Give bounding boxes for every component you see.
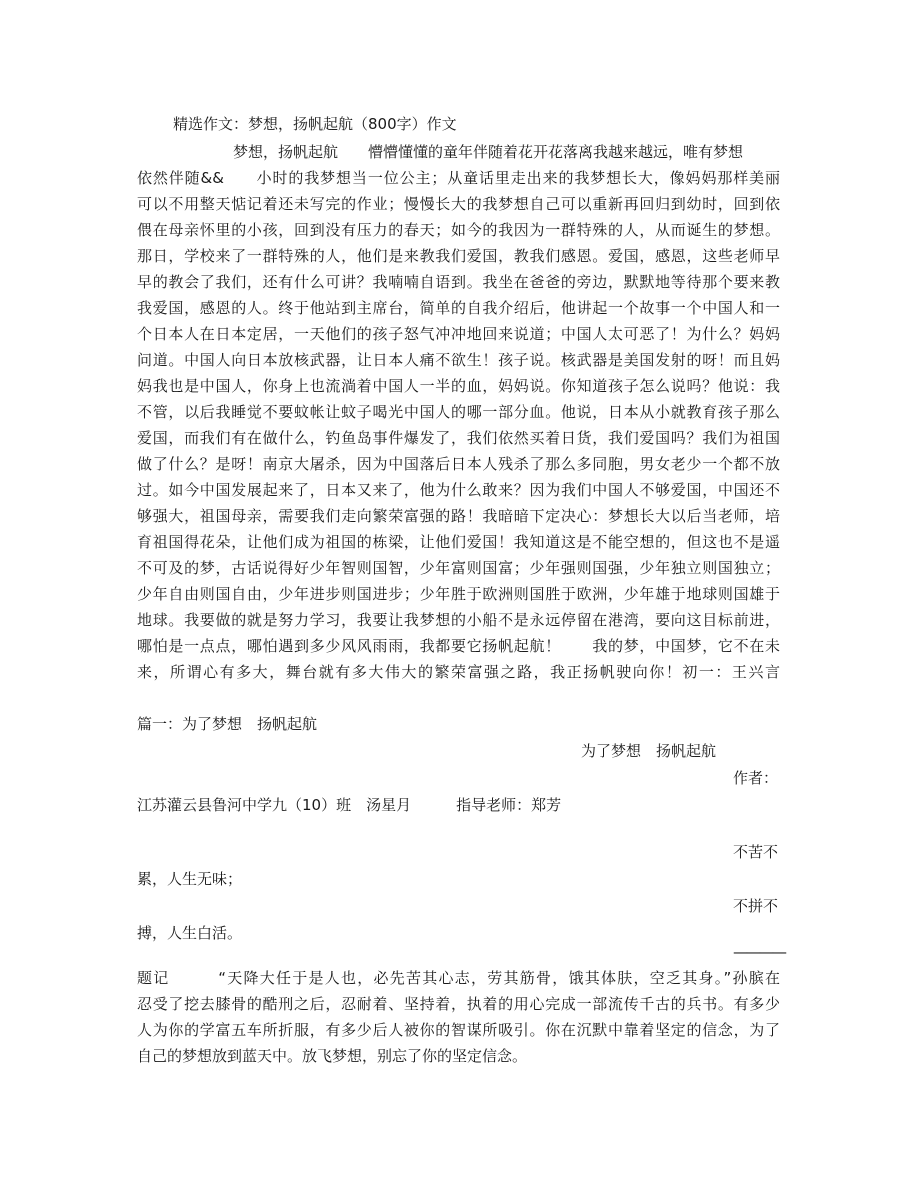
essay1-line: 偎在母亲怀里的小孩，回到没有压力的春天；如今的我因为一群特殊的人，从而诞生的梦想。: [137, 221, 780, 239]
essay2-body-line: 忍受了挖去膝骨的酷刑之后，忍耐着、坚持着，执着的用心完成一部流传千古的兵书。有多少: [137, 995, 780, 1013]
essay1-line: 问道。中国人向日本放核武器，让日本人痛不欲生！孩子说。核武器是美国发射的呀！而且妈: [137, 351, 780, 369]
essay2-title: 为了梦想 扬帆起航: [581, 742, 717, 760]
essay1-line: 我爱国，感恩的人。终于他站到主席台，简单的自我介绍后，他讲起一个故事一个中国人和一: [137, 299, 780, 317]
essay1-line: 个日本人在日本定居，一天他们的孩子怒气冲冲地回来说道；中国人太可恶了！为什么？妈妈: [137, 325, 780, 343]
essay2-body-line: 自己的梦想放到蓝天中。放飞梦想，别忘了你的坚定信念。: [137, 1047, 528, 1065]
motto2-start: 不拼不: [733, 897, 779, 915]
essay1-line: 少年自由则国自由，少年进步则国进步；少年胜于欧洲则国胜于欧洲，少年雄于地球则国雄于: [137, 585, 780, 603]
essay1-line: 早的教会了我们，还有什么可讲？我喃喃自语到。我坐在爸爸的旁边，默默地等待那个要来教: [137, 273, 780, 291]
essay1-line: 可以不用整天惦记着还未写完的作业；慢慢长大的我梦想自己可以重新再回归到幼时，回到依: [137, 195, 780, 213]
essay1-line: 哪怕是一点点，哪怕遇到多少风风雨雨，我都要它扬帆起航！ 我的梦，中国梦，它不在未: [137, 637, 780, 655]
essay1-line: 地球。我要做的就是努力学习，我要让我梦想的小船不是永远停留在港湾，要向这目标前进，: [137, 611, 780, 629]
essay1-line: 做了什么？是呀！南京大屠杀，因为中国落后日本人残杀了那么多同胞，男女老少一个都不放: [137, 455, 780, 473]
author-info: 江苏灌云县鲁河中学九（10）班 汤星月 指导老师：郑芳: [137, 796, 562, 814]
motto1-start: 不苦不: [733, 843, 779, 861]
essay1-line: 不可及的梦，古话说得好少年智则国智，少年富则国富；少年强则国强，少年独立则国独立；: [137, 559, 780, 577]
essay2-body-line: 题记 “天降大任于是人也，必先苦其心志，劳其筋骨，饿其体肤，空乏其身。”孙膑在: [137, 969, 780, 987]
author-label: 作者：: [733, 769, 779, 787]
essay2-body-line: 人为你的学富五车所折服，有多少后人被你的智谋所吸引。你在沉默中靠着坚定的信念，为了: [137, 1021, 780, 1039]
essay1-title-line: 梦想，扬帆起航 懵懵懂懂的童年伴随着花开花落离我越来越远，唯有梦想: [233, 143, 744, 161]
essay1-line: 来，所谓心有多大，舞台就有多大伟大的繁荣富强之路，我正扬帆驶向你！初一：王兴言: [137, 663, 780, 681]
essay1-line: 妈我也是中国人，你身上也流淌着中国人一半的血，妈妈说。你知道孩子怎么说吗？他说：我: [137, 377, 780, 395]
essay1-line: 爱国，而我们有在做什么，钓鱼岛事件爆发了，我们依然买着日货，我们爱国吗？我们为祖国: [137, 429, 780, 447]
section-label: 篇一：为了梦想 扬帆起航: [137, 715, 318, 733]
motto1-end: 累，人生无味；: [137, 870, 243, 888]
essay1-line: 过。如今中国发展起来了，日本又来了，他为什么敢来？因为我们中国人不够爱国，中国还不: [137, 481, 780, 499]
essay1-line: 不管，以后我睡觉不要蚊帐让蚊子喝光中国人的哪一部分血。他说，日本从小就教育孩子那么: [137, 403, 780, 421]
motto2-end: 搏，人生白活。: [137, 924, 243, 942]
essay1-line: 那日，学校来了一群特殊的人，他们是来教我们爱国，教我们感恩。爱国，感恩，这些老师早: [137, 247, 780, 265]
essay1-line: 育祖国得花朵，让他们成为祖国的栋梁，让他们爱国！我知道这是不能空想的，但这也不是遥: [137, 533, 780, 551]
dash-separator: ————: [733, 943, 785, 961]
document-heading: 精选作文：梦想，扬帆起航（800字）作文: [173, 115, 457, 133]
essay1-line: 够强大，祖国母亲，需要我们走向繁荣富强的路！我暗暗下定决心：梦想长大以后当老师，培: [137, 507, 780, 525]
essay1-line: 依然伴随&& 小时的我梦想当一位公主；从童话里走出来的我梦想长大，像妈妈那样美丽: [137, 169, 780, 187]
